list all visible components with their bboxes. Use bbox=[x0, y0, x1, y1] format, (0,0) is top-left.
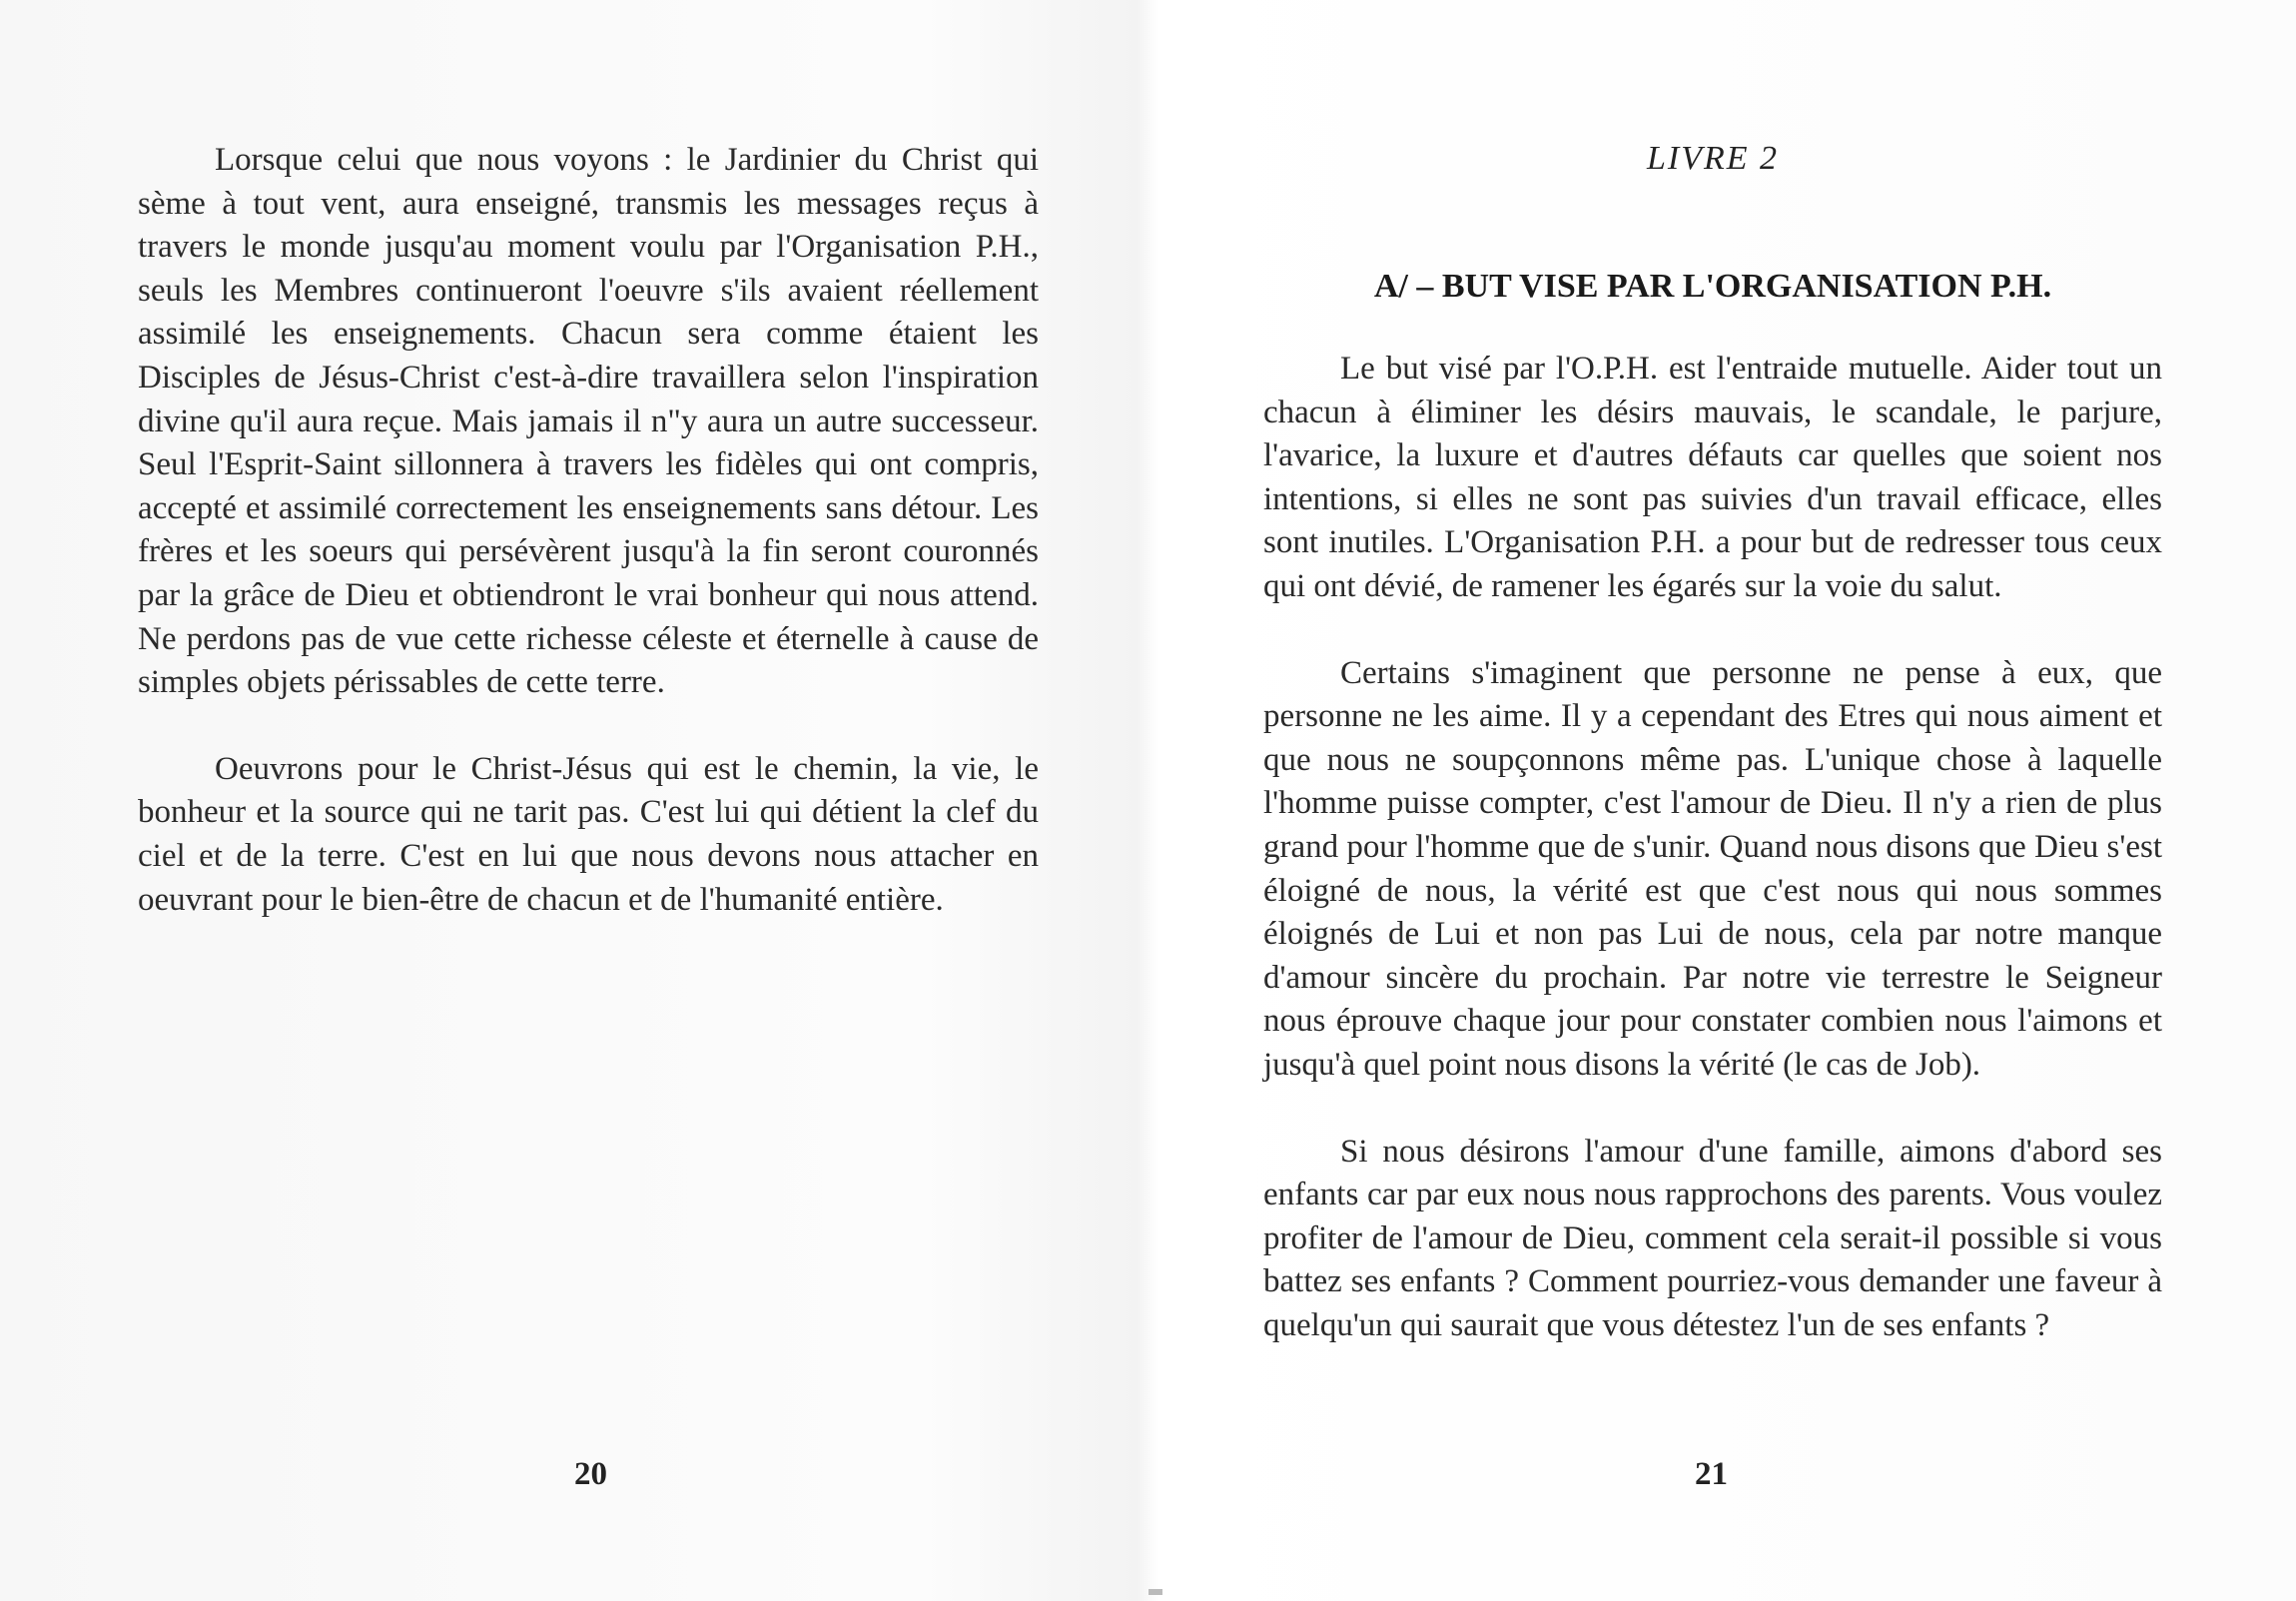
right-paragraph-1: Le but visé par l'O.P.H. est l'entraide mutuelle. Aider tout un chacun à éliminer les désirs mauvais, le scandale, le parjure, l'avarice, la luxure et d'autres défauts car quelles que soient nos intentions, si elles ne sont pas suivies d'un travail efficace, elles sont inutiles. L'Organisation P.H. a pour but de redresser tous ceux qui ont dévié, de ramener les égarés sur la voie du salut. bbox=[1263, 351, 2162, 604]
right-page-body bbox=[1263, 348, 2162, 1347]
right-paragraph-3: Si nous désirons l'amour d'une famille, aimons d'abord ses enfants car par eux nous nous rapprochons des parents. Vous voulez profiter de l'amour de Dieu, comment cela serait-il possible si vous battez ses enfants ? Comment pourriez-vous demander une faveur à quelqu'un qui saurait que vous détestez l'un de ses enfants ? bbox=[1263, 1133, 2162, 1343]
section-title: A/ – BUT VISE PAR L'ORGANISATION P.H. bbox=[1373, 268, 2052, 305]
page-number-right: 21 bbox=[1695, 1456, 1728, 1492]
page-number-left: 20 bbox=[574, 1456, 607, 1492]
left-paragraph-2: Oeuvrons pour le Christ-Jésus qui est le chemin, la vie, le bonheur et la source qui ne tarit pas. C'est lui qui détient la clef du ciel et de la terre. C'est en lui que nous devons nous attacher en oeuvrant pour le bien-être de chacun et de l'humanité entière. bbox=[138, 750, 1039, 918]
right-page bbox=[1148, 0, 2296, 1601]
scan-mark bbox=[1148, 1589, 1162, 1595]
right-paragraph-2: Certains s'imaginent que personne ne pense à eux, que personne ne les aime. Il y a cependant des Etres qui nous aiment et que nous ne soupçonnons même pas. L'unique chose à laquelle l'homme puisse compter, c'est l'amour de Dieu. Il n'y a rien de plus grand pour l'homme que de s'unir. Quand nous disons que Dieu s'est éloigné de nous, la vérité est que c'est nous qui nous sommes éloignés de Lui et non pas Lui de nous, cela par notre manque d'amour sincère du prochain. Par notre vie terrestre le Seigneur nous éprouve chaque jour pour constater combien nous l'aimons et jusqu'à quel point nous disons la vérité (le cas de Job). bbox=[1263, 654, 2162, 1083]
book-label: LIVRE 2 bbox=[1646, 140, 1780, 177]
left-page-body bbox=[138, 139, 1039, 922]
left-paragraph-1: Lorsque celui que nous voyons : le Jardinier du Christ qui sème à tout vent, aura enseigné, transmis les messages reçus à travers le monde jusqu'au moment voulu par l'Organisation P.H., seuls les Membres continueront l'oeuvre s'ils avaient réellement assimilé les enseignements. Chacun sera comme étaient les Disciples de Jésus-Christ c'est-à-dire travaillera selon l'inspiration divine qu'il aura reçue. Mais jamais il n"y aura un autre successeur. Seul l'Esprit-Saint sillonnera à travers les fidèles qui ont compris, accepté et assimilé correctement les enseignements sans détour. Les frères et les soeurs qui persévèrent jusqu'à la fin seront couronnés par la grâce de Dieu et obtiendront le vrai bonheur qui nous attend. Ne perdons pas de vue cette richesse céleste et éternelle à cause de simples objets périssables de cette terre. bbox=[138, 142, 1039, 701]
